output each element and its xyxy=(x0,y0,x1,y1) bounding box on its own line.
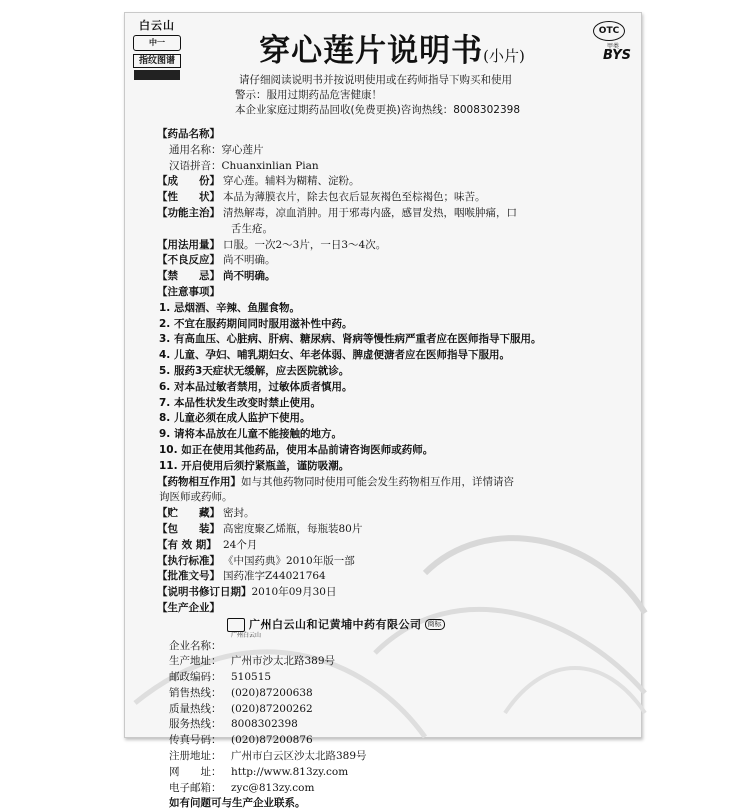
ingredients-value: 穿心莲。辅料为糊精、淀粉。 xyxy=(223,175,360,188)
ingredients-row xyxy=(157,174,627,190)
notice-line: 请仔细阅读说明书并按说明使用或在药师指导下购买和使用 xyxy=(239,74,512,86)
brand-name: 白云山 xyxy=(139,19,175,32)
precaution-item: 1. 忌烟酒、辛辣、鱼腥食物。 xyxy=(159,301,300,314)
generic-name-value: 穿心莲片 xyxy=(221,143,264,156)
revision-value: 2010年09月30日 xyxy=(251,586,337,599)
interactions-value-cont: 询医师或药师。 xyxy=(159,491,233,504)
function-value-cont: 舌生疮。 xyxy=(231,222,273,235)
character-row xyxy=(157,190,627,206)
validity-row xyxy=(157,538,627,554)
company-field: 企业名称： xyxy=(169,639,222,652)
section-manufacturer: 【生产企业】 xyxy=(157,601,220,614)
precaution-item: 9. 请将本品放在儿童不能接触的地方。 xyxy=(159,428,342,441)
approval-value: 国药准字Z44021764 xyxy=(223,570,326,583)
revision-row xyxy=(157,585,627,601)
usage-row xyxy=(157,238,627,254)
company-field: 服务热线： 8008302398 xyxy=(169,718,298,731)
precaution-item: 10. 如正在使用其他药品，使用本品前请咨询医师或药师。 xyxy=(159,443,434,456)
character-label: 【性 状】 xyxy=(157,191,220,204)
character-value: 本品为薄膜衣片，除去包衣后显灰褐色至棕褐色；味苦。 xyxy=(223,191,486,204)
interactions-row xyxy=(157,475,627,491)
otc-badge: OTC xyxy=(593,21,625,41)
notice-line: 本企业家庭过期药品回收(免费更换)咨询热线：8008302398 xyxy=(235,104,520,116)
page-title xyxy=(227,25,557,70)
company-field: 传真号码： (020)87200876 xyxy=(169,734,313,747)
fingerprint-badge: 指纹图谱 xyxy=(133,54,181,68)
generic-name-label: 通用名称： xyxy=(169,143,222,156)
otc-class-label: 甲类 xyxy=(606,43,619,50)
brand-block xyxy=(131,17,183,80)
interactions-value: 如与其他药物同时使用可能会发生药物相互作用，详情请咨 xyxy=(241,475,514,488)
precaution-item: 7. 本品性状发生改变时禁止使用。 xyxy=(159,396,321,409)
standard-value: 《中国药典》2010年版一部 xyxy=(223,554,355,567)
contra-label: 【禁 忌】 xyxy=(157,270,220,283)
brand-mark-icon xyxy=(134,70,180,80)
revision-label: 【说明书修订日期】 xyxy=(157,586,252,599)
pinyin-value: Chuanxinlian Pian xyxy=(221,159,319,172)
email-link[interactable]: zyc@813zy.com xyxy=(231,781,315,794)
adverse-label: 【不良反应】 xyxy=(157,254,220,267)
instruction-leaflet xyxy=(124,12,642,810)
standard-row xyxy=(157,554,627,570)
section-precautions: 【注意事项】 xyxy=(157,285,220,298)
validity-label: 【有 效 期】 xyxy=(157,538,217,551)
pinyin-row xyxy=(157,159,627,175)
company-name-row xyxy=(157,617,627,633)
function-label: 【功能主治】 xyxy=(157,206,220,219)
package-label: 【包 装】 xyxy=(157,522,220,535)
company-field: 注册地址： 广州市白云区沙太北路389号 xyxy=(169,750,367,763)
section-drug-name: 【药品名称】 xyxy=(157,128,220,140)
bys-logo: BYS xyxy=(603,48,631,63)
adverse-row xyxy=(157,253,627,269)
usage-label: 【用法用量】 xyxy=(157,238,220,251)
company-field: 销售热线： (020)87200638 xyxy=(169,686,313,699)
function-row xyxy=(157,206,627,222)
title-sub: (小片) xyxy=(483,47,525,65)
company-field: 生产地址： 广州市沙太北路389号 xyxy=(169,655,336,668)
package-row xyxy=(157,522,627,538)
package-value: 高密度聚乙烯瓶，每瓶装80片 xyxy=(223,522,363,535)
validity-value: 24个月 xyxy=(223,538,258,551)
precaution-item: 11. 开启使用后须拧紧瓶盖，谨防吸潮。 xyxy=(159,459,350,472)
company-field: 网 址： http://www.813zy.com xyxy=(157,765,627,781)
precaution-item: 8. 儿童必须在成人监护下使用。 xyxy=(159,412,311,425)
storage-label: 【贮 藏】 xyxy=(157,507,220,520)
precaution-item: 3. 有高血压、心脏病、肝病、糖尿病、肾病等慢性病严重者应在医师指导下服用。 xyxy=(159,333,542,346)
company-field: 质量热线： (020)87200262 xyxy=(169,702,313,715)
company-logo-icon xyxy=(227,618,245,632)
precaution-item: 5. 服药3天症状无缓解，应去医院就诊。 xyxy=(159,364,350,377)
usage-value: 口服。一次2～3片，一日3～4次。 xyxy=(223,238,387,251)
website-link[interactable]: http://www.813zy.com xyxy=(231,765,349,778)
precaution-item: 2. 不宜在服药期间同时服用滋补性中药。 xyxy=(159,317,353,330)
standard-label: 【执行标准】 xyxy=(157,554,220,567)
precaution-item: 4. 儿童、孕妇、哺乳期妇女、年老体弱、脾虚便溏者应在医师指导下服用。 xyxy=(159,349,510,362)
pinyin-label: 汉语拼音： xyxy=(169,159,222,172)
ingredients-label: 【成 份】 xyxy=(157,175,220,188)
approval-label: 【批准文号】 xyxy=(157,570,220,583)
title-main: 穿心莲片说明书 xyxy=(259,33,484,69)
notice-block xyxy=(237,73,520,118)
generic-name-row xyxy=(157,143,627,159)
interactions-label: 【药物相互作用】 xyxy=(157,475,241,488)
company-name: 广州白云山和记黄埔中药有限公司 xyxy=(249,617,422,631)
contra-row xyxy=(157,269,627,285)
precaution-item: 6. 对本品过敏者禁用，过敏体质者慎用。 xyxy=(159,380,353,393)
storage-row xyxy=(157,506,627,522)
trademark-badge: 商标 xyxy=(425,619,445,630)
contra-value: 尚不明确。 xyxy=(223,270,276,283)
adverse-value: 尚不明确。 xyxy=(223,254,276,267)
company-field: 邮政编码： 510515 xyxy=(169,671,272,684)
company-logo-sub: 广州白云山 xyxy=(231,631,262,639)
storage-value: 密封。 xyxy=(223,507,255,520)
closing-note: 如有问题可与生产企业联系。 xyxy=(169,797,306,810)
function-value: 清热解毒，凉血消肿。用于邪毒内盛，感冒发热，咽喉肿痛，口 xyxy=(223,206,517,219)
notice-line: 警示：服用过期药品危害健康！ xyxy=(235,89,382,101)
brand-logo-icon: 中一 xyxy=(133,35,181,51)
company-field: 电子邮箱： zyc@813zy.com xyxy=(157,781,627,797)
leaflet-body xyxy=(157,127,627,812)
approval-row xyxy=(157,569,627,585)
